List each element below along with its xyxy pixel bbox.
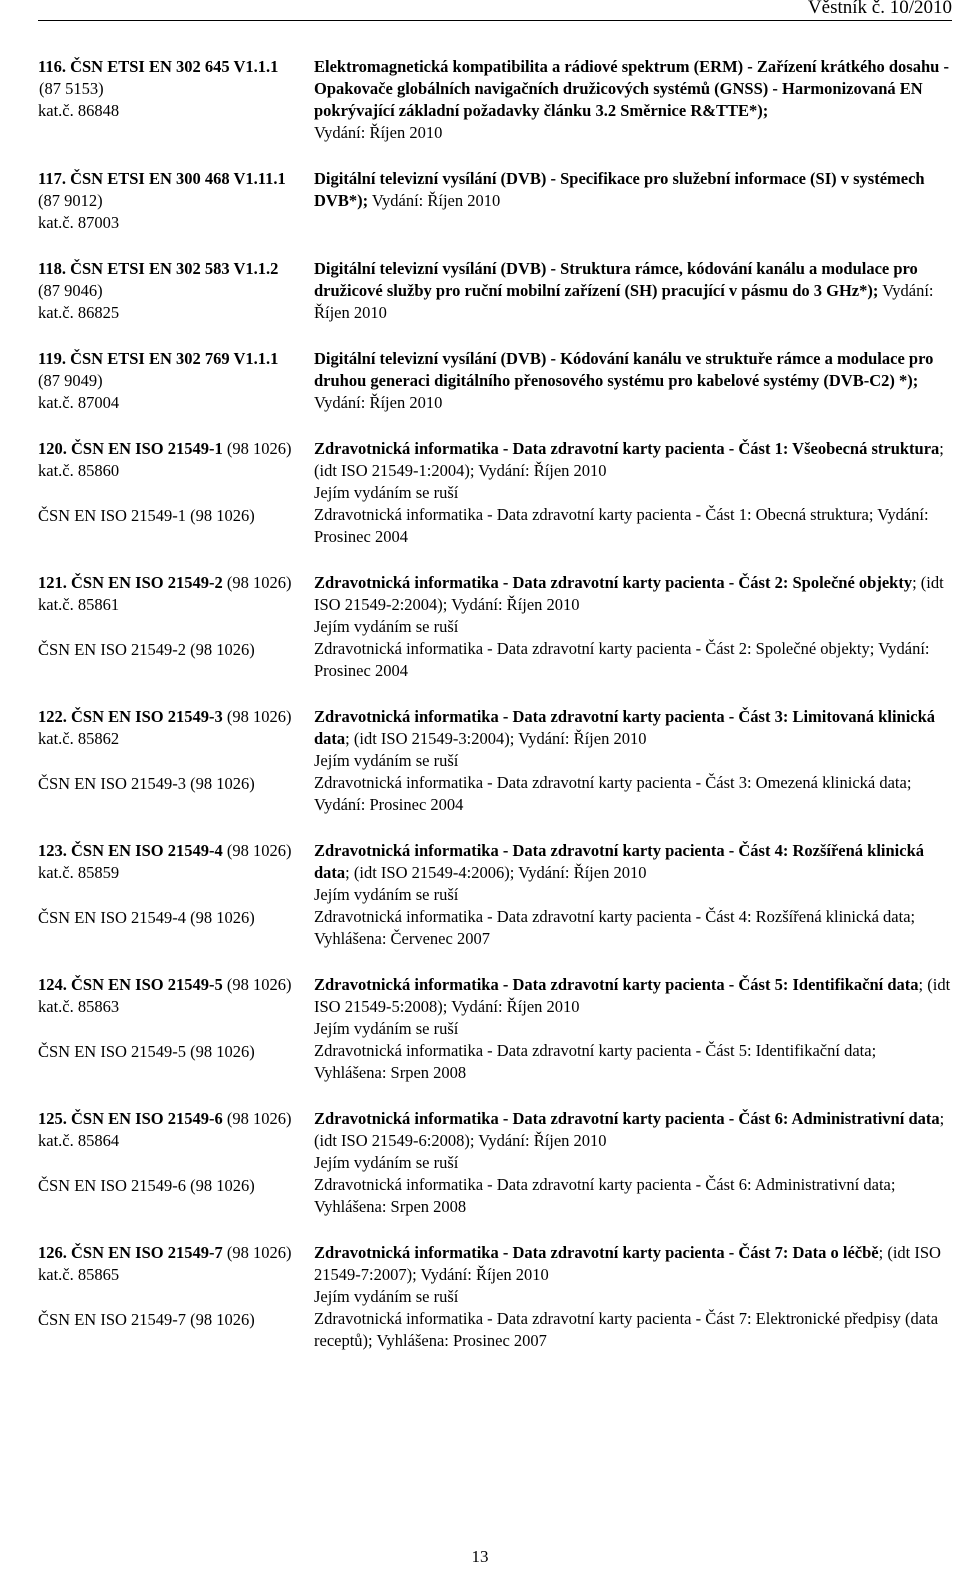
entry-number: 125. <box>38 1109 67 1128</box>
standard-entry-123 <box>38 840 952 950</box>
entry-title <box>314 1242 952 1352</box>
entry-identifier <box>38 56 314 144</box>
entry-title <box>314 572 952 682</box>
replaced-standard-code: ČSN EN ISO 21549-2 (98 1026) <box>38 640 255 659</box>
replaced-standard-code: ČSN EN ISO 21549-6 (98 1026) <box>38 1176 255 1195</box>
entry-title <box>314 438 952 548</box>
catalog-number: kat.č. 85863 <box>38 997 120 1016</box>
catalog-number: kat.č. 85861 <box>38 595 120 614</box>
standard-entry-119 <box>38 348 952 414</box>
entry-number: 117. <box>38 169 66 188</box>
title-bold: Digitální televizní vysílání (DVB) - Struktura rámce, kódování kanálu a modulace pro družicové služby pro ruční mobilní zařízení (SH) pracující v pásmu do 3 GHz*); <box>314 259 918 300</box>
catalog-number: kat.č. 86825 <box>38 303 120 322</box>
standard-code: ČSN EN ISO 21549-1 <box>71 439 223 458</box>
catalog-number: kat.č. 85859 <box>38 863 120 882</box>
class-number: (87 9049) <box>38 371 103 390</box>
standard-entry-126 <box>38 1242 952 1352</box>
catalog-number: kat.č. 85865 <box>38 1265 120 1284</box>
replaced-standard-code: ČSN EN ISO 21549-1 (98 1026) <box>38 506 255 525</box>
entry-number: 118. <box>38 259 66 278</box>
class-number: (98 1026) <box>226 1243 292 1262</box>
entry-number: 122. <box>38 707 67 726</box>
entry-title <box>314 706 952 816</box>
title-edition: Vydání: Říjen 2010 <box>314 393 443 412</box>
cancellation-note: Jejím vydáním se ruší <box>314 1019 459 1038</box>
title-bold: Digitální televizní vysílání (DVB) - Kódování kanálu ve struktuře rámce a modulace pro druhou generaci digitálního přenosového systému pro kabelové systémy (DVB-C2) *); <box>314 349 934 390</box>
entry-identifier <box>38 1108 314 1218</box>
entry-number: 124. <box>38 975 67 994</box>
class-number: (98 1026) <box>226 1109 292 1128</box>
title-edition: ; (idt ISO 21549-1:2004); Vydání: Říjen 2010 <box>314 439 944 480</box>
title-bold: Zdravotnická informatika - Data zdravotní karty pacienta - Část 6: Administrativní data <box>314 1109 940 1128</box>
standard-entry-120 <box>38 438 952 548</box>
title-edition: Vydání: Říjen 2010 <box>314 281 934 322</box>
replaced-standard-code: ČSN EN ISO 21549-4 (98 1026) <box>38 908 255 927</box>
title-bold: Zdravotnická informatika - Data zdravotní karty pacienta - Část 1: Všeobecná struktura <box>314 439 940 458</box>
standard-code: ČSN ETSI EN 302 645 V1.1.1 <box>70 57 279 76</box>
replaced-standard-title: Zdravotnická informatika - Data zdravotní karty pacienta - Část 4: Rozšířená klinická data; Vyhlášena: Červenec 2007 <box>314 907 916 948</box>
title-bold: Digitální televizní vysílání (DVB) - Specifikace pro služební informace (SI) v systémech DVB*); <box>314 169 925 210</box>
entry-identifier <box>38 168 314 234</box>
standard-code: ČSN EN ISO 21549-3 <box>71 707 223 726</box>
entry-number: 123. <box>38 841 67 860</box>
standard-entry-125 <box>38 1108 952 1218</box>
catalog-number: kat.č. 86848 <box>38 101 120 120</box>
page-number: 13 <box>471 1547 489 1566</box>
publication-header: Věstník č. 10/2010 <box>807 0 952 18</box>
title-bold: Zdravotnická informatika - Data zdravotní karty pacienta - Část 4: Rozšířená klinická data <box>314 841 925 882</box>
standard-entry-122 <box>38 706 952 816</box>
catalog-number: kat.č. 87004 <box>38 393 120 412</box>
title-bold: Zdravotnická informatika - Data zdravotní karty pacienta - Část 2: Společné objekty <box>314 573 913 592</box>
replaced-standard-code: ČSN EN ISO 21549-7 (98 1026) <box>38 1310 255 1329</box>
standard-code: ČSN EN ISO 21549-7 <box>71 1243 223 1262</box>
catalog-number: kat.č. 85862 <box>38 729 120 748</box>
entry-identifier <box>38 706 314 816</box>
replaced-standard-title: Zdravotnická informatika - Data zdravotní karty pacienta - Část 2: Společné objekty; Vydání: Prosinec 2004 <box>314 639 930 680</box>
entry-identifier <box>38 974 314 1084</box>
class-number: (98 1026) <box>226 841 292 860</box>
replaced-standard-code: ČSN EN ISO 21549-5 (98 1026) <box>38 1042 255 1061</box>
standard-entry-117 <box>38 168 952 234</box>
entry-identifier <box>38 1242 314 1352</box>
standards-list <box>38 56 952 1376</box>
title-edition: ; (idt ISO 21549-3:2004); Vydání: Říjen 2010 <box>345 729 647 748</box>
entry-title <box>314 258 952 324</box>
entry-identifier <box>38 258 314 324</box>
title-bold: Zdravotnická informatika - Data zdravotní karty pacienta - Část 5: Identifikační data <box>314 975 919 994</box>
cancellation-note: Jejím vydáním se ruší <box>314 617 459 636</box>
entry-identifier <box>38 840 314 950</box>
title-edition: ; (idt ISO 21549-7:2007); Vydání: Říjen 2010 <box>314 1243 941 1284</box>
entry-title <box>314 840 952 950</box>
entry-title <box>314 56 952 144</box>
title-bold: Elektromagnetická kompatibilita a rádiové spektrum (ERM) - Zařízení krátkého dosahu - Opakovače globálních navigačních družicových systémů (GNSS) - Harmonizovaná EN pokrývající základní požadavky článku 3.2 Směrnice R&TTE*); <box>314 57 949 120</box>
standard-entry-121 <box>38 572 952 682</box>
standard-code: ČSN ETSI EN 302 769 V1.1.1 <box>70 349 279 368</box>
entry-number: 116. <box>38 57 66 76</box>
cancellation-note: Jejím vydáním se ruší <box>314 751 459 770</box>
catalog-number: kat.č. 85860 <box>38 461 120 480</box>
title-bold: Zdravotnická informatika - Data zdravotní karty pacienta - Část 7: Data o léčbě <box>314 1243 879 1262</box>
cancellation-note: Jejím vydáním se ruší <box>314 1287 459 1306</box>
entry-identifier <box>38 438 314 548</box>
standard-code: ČSN EN ISO 21549-6 <box>71 1109 223 1128</box>
catalog-number: kat.č. 85864 <box>38 1131 120 1150</box>
standard-entry-124 <box>38 974 952 1084</box>
standard-entry-116 <box>38 56 952 144</box>
entry-number: 121. <box>38 573 67 592</box>
header-rule <box>38 20 952 21</box>
standard-code: ČSN ETSI EN 300 468 V1.11.1 <box>70 169 286 188</box>
title-edition: ; (idt ISO 21549-4:2006); Vydání: Říjen 2010 <box>345 863 647 882</box>
standard-code: ČSN EN ISO 21549-4 <box>71 841 223 860</box>
title-edition: Vydání: Říjen 2010 <box>371 191 501 210</box>
class-number: (98 1026) <box>226 975 292 994</box>
entry-title <box>314 1108 952 1218</box>
title-bold: Zdravotnická informatika - Data zdravotní karty pacienta - Část 3: Limitovaná klinická data <box>314 707 936 748</box>
standard-entry-118 <box>38 258 952 324</box>
class-number: (87 5153) <box>39 79 104 98</box>
entry-number: 126. <box>38 1243 67 1262</box>
class-number: (98 1026) <box>226 573 292 592</box>
cancellation-note: Jejím vydáním se ruší <box>314 885 459 904</box>
cancellation-note: Jejím vydáním se ruší <box>314 1153 459 1172</box>
entry-number: 120. <box>38 439 67 458</box>
standard-code: ČSN EN ISO 21549-2 <box>71 573 223 592</box>
entry-identifier <box>38 348 314 414</box>
replaced-standard-title: Zdravotnická informatika - Data zdravotní karty pacienta - Část 1: Obecná struktura; Vydání: Prosinec 2004 <box>314 505 929 546</box>
title-edition: ; (idt ISO 21549-5:2008); Vydání: Říjen 2010 <box>314 975 951 1016</box>
title-edition: Vydání: Říjen 2010 <box>314 123 443 142</box>
replaced-standard-title: Zdravotnická informatika - Data zdravotní karty pacienta - Část 3: Omezená klinická data; Vydání: Prosinec 2004 <box>314 773 912 814</box>
replaced-standard-code: ČSN EN ISO 21549-3 (98 1026) <box>38 774 255 793</box>
class-number: (98 1026) <box>226 439 292 458</box>
catalog-number: kat.č. 87003 <box>38 213 120 232</box>
entry-title <box>314 348 952 414</box>
replaced-standard-title: Zdravotnická informatika - Data zdravotní karty pacienta - Část 5: Identifikační data; Vyhlášena: Srpen 2008 <box>314 1041 877 1082</box>
title-edition: ; (idt ISO 21549-2:2004); Vydání: Říjen 2010 <box>314 573 944 614</box>
entry-title <box>314 168 952 234</box>
replaced-standard-title: Zdravotnická informatika - Data zdravotní karty pacienta - Část 7: Elektronické předpisy (data receptů); Vyhlášena: Prosinec 2007 <box>314 1309 939 1350</box>
class-number: (98 1026) <box>226 707 292 726</box>
standard-code: ČSN ETSI EN 302 583 V1.1.2 <box>70 259 279 278</box>
standard-code: ČSN EN ISO 21549-5 <box>71 975 223 994</box>
class-number: (87 9046) <box>38 281 103 300</box>
title-edition: ; (idt ISO 21549-6:2008); Vydání: Říjen 2010 <box>314 1109 945 1150</box>
cancellation-note: Jejím vydáním se ruší <box>314 483 459 502</box>
entry-identifier <box>38 572 314 682</box>
replaced-standard-title: Zdravotnická informatika - Data zdravotní karty pacienta - Část 6: Administrativní data; Vyhlášena: Srpen 2008 <box>314 1175 896 1216</box>
entry-number: 119. <box>38 349 66 368</box>
entry-title <box>314 974 952 1084</box>
class-number: (87 9012) <box>38 191 103 210</box>
